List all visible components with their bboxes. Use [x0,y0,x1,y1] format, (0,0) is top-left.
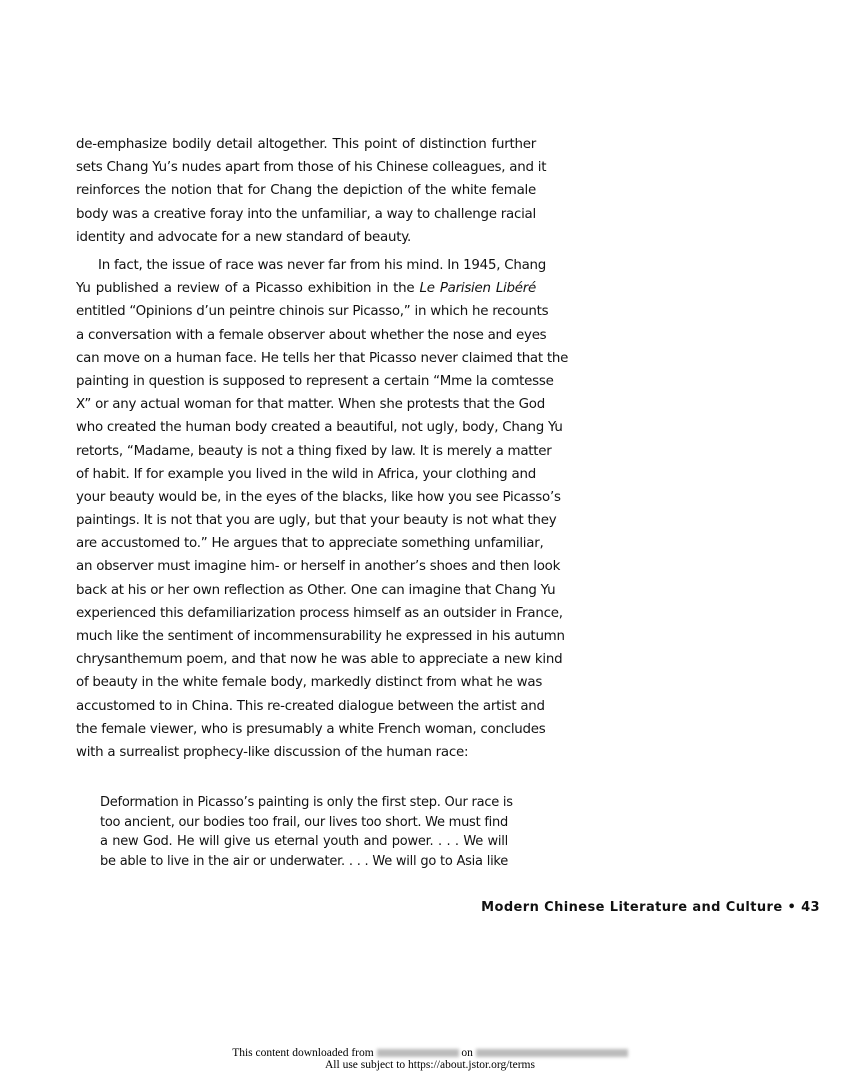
text-line: retorts, “Madame, beauty is not a thing fixed by law. It is merely a matter [76,443,552,459]
quote-line: Deformation in Picasso’s painting is only the first step. Our race is [100,795,513,810]
text-line: the female viewer, who is presumably a white French woman, concludes [76,721,546,737]
quote-line: too ancient, our bodies too frail, our lives too short. We must find [100,814,508,830]
text-line: sets Chang Yu’s nudes apart from those of his Chinese colleagues, and it [76,160,547,176]
text-line: an observer must imagine him- or herself in another’s shoes and then look [76,559,561,575]
redacted-timestamp [476,1049,628,1057]
running-footer: Modern Chinese Literature and Culture • 43 [481,900,820,915]
text-line: identity and advocate for a new standard of beauty. [76,229,412,245]
jstor-notice [0,1047,860,1071]
text-line: accustomed to in China. This re-created dialogue between the artist and [76,698,545,714]
download-line [0,1047,860,1059]
text-line: can move on a human face. He tells her that Picasso never claimed that the [76,350,569,366]
terms-line: All use subject to https://about.jstor.org/terms [325,1059,535,1071]
text-line: In fact, the issue of race was never far from his mind. In 1945, Chang [98,258,547,273]
download-prefix: This content downloaded from [232,1047,374,1059]
paragraph-1 [76,133,547,249]
paragraph-2 [76,254,569,764]
quote-line: a new God. He will give us eternal youth and power. . . . We will [100,834,508,849]
text-line: de-emphasize bodily detail altogether. This point of distinction further [76,137,536,152]
text-line: painting in question is supposed to represent a certain “Mme la comtesse [76,373,554,389]
text-line: X” or any actual woman for that matter. When she protests that the God [76,397,545,413]
text-segment: Yu published a review of a Picasso exhibition in the [76,281,420,297]
text-line: body was a creative foray into the unfamiliar, a way to challenge racial [76,206,536,222]
text-line: your beauty would be, in the eyes of the blacks, like how you see Picasso’s [76,489,561,505]
publication-title: Le Parisien Libéré [419,281,537,297]
text-line: back at his or her own reflection as Other. One can imagine that Chang Yu [76,582,556,598]
block-quote [100,793,513,871]
text-line: of habit. If for example you lived in the wild in Africa, your clothing and [76,466,536,482]
text-line: entitled “Opinions d’un peintre chinois sur Picasso,” in which he recounts [76,304,549,320]
text-line [76,277,536,300]
text-line: experienced this defamiliarization process himself as an outsider in France, [76,605,563,621]
text-line: paintings. It is not that you are ugly, but that your beauty is not what they [76,513,557,529]
text-line: with a surrealist prophecy-like discussion of the human race: [76,744,469,760]
text-line: reinforces the notion that for Chang the depiction of the white female [76,183,536,199]
text-line: of beauty in the white female body, markedly distinct from what he was [76,675,543,691]
download-on: on [461,1047,473,1059]
text-line: a conversation with a female observer about whether the nose and eyes [76,327,547,343]
redacted-ip [377,1049,459,1057]
text-line: who created the human body created a beautiful, not ugly, body, Chang Yu [76,420,563,436]
quote-line: be able to live in the air or underwater. . . . We will go to Asia like [100,853,508,869]
text-line: much like the sentiment of incommensurability he expressed in his autumn [76,629,565,644]
text-line: chrysanthemum poem, and that now he was able to appreciate a new kind [76,652,563,668]
text-line: are accustomed to.” He argues that to appreciate something unfamiliar, [76,536,544,552]
